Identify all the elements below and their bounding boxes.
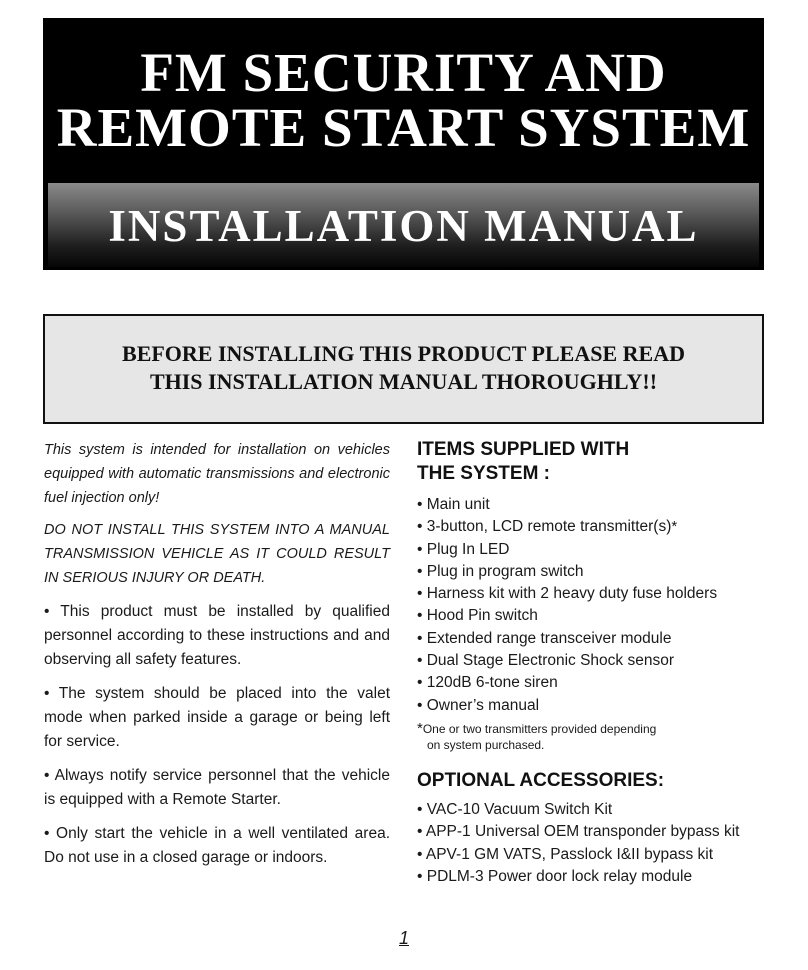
safety-bullet: • The system should be placed into the valet mode when parked inside a garage or being left for service. xyxy=(44,685,390,750)
safety-bullet: • Only start the vehicle in a well ventilated area. Do not use in a closed garage or indoors. xyxy=(44,825,390,866)
title-line-1: FM SECURITY AND xyxy=(140,42,667,103)
left-column xyxy=(44,438,390,880)
list-item: • VAC-10 Vacuum Switch Kit xyxy=(417,800,613,818)
warning-line-2: THIS INSTALLATION MANUAL THOROUGHLY!! xyxy=(149,369,658,394)
safety-bullet: • This product must be installed by qualified personnel according to these instructions and and observing all safety features. xyxy=(44,603,390,668)
list-item: • Owner’s manual xyxy=(417,696,540,714)
list-item: • 3-button, LCD remote transmitter(s)* xyxy=(417,518,678,536)
list-item: • 120dB 6-tone siren xyxy=(417,674,558,692)
title-banner xyxy=(43,18,764,270)
list-item: • APV-1 GM VATS, Passlock I&II bypass kit xyxy=(417,845,714,863)
list-item: • Dual Stage Electronic Shock sensor xyxy=(417,652,674,670)
caution-paragraph: DO NOT INSTALL THIS SYSTEM INTO A MANUAL TRANSMISSION VEHICLE AS IT COULD RESULT IN SERIOUS INJURY OR DEATH. xyxy=(44,522,390,586)
items-heading-line-1: ITEMS SUPPLIED WITH xyxy=(417,439,630,460)
list-item: • APP-1 Universal OEM transponder bypass kit xyxy=(417,823,740,841)
right-column xyxy=(417,438,772,889)
list-item: • PDLM-3 Power door lock relay module xyxy=(417,868,693,886)
list-item: • Extended range transceiver module xyxy=(417,629,672,647)
warning-line-1: BEFORE INSTALLING THIS PRODUCT PLEASE READ xyxy=(122,341,685,366)
optional-heading: OPTIONAL ACCESSORIES: xyxy=(417,769,665,791)
optional-list xyxy=(417,799,772,889)
document-title xyxy=(44,42,763,158)
document-subtitle: INSTALLATION MANUAL xyxy=(108,201,699,251)
list-item: • Main unit xyxy=(417,496,490,513)
items-heading xyxy=(417,438,772,486)
list-item: • Plug in program switch xyxy=(417,562,584,580)
items-list xyxy=(417,494,772,717)
items-heading-line-2: THE SYSTEM : xyxy=(417,463,551,484)
page-number: 1 xyxy=(398,928,409,948)
asterisk-mark: * xyxy=(671,518,678,536)
list-item: • Hood Pin switch xyxy=(417,607,538,625)
title-line-2: REMOTE START SYSTEM xyxy=(56,97,751,158)
warning-box xyxy=(43,314,764,424)
transmitter-footnote: *One or two transmitters provided depending on system purchased. xyxy=(417,719,657,752)
footnote-asterisk: * xyxy=(417,719,423,737)
list-item: • Harness kit with 2 heavy duty fuse holders xyxy=(417,585,718,603)
subtitle-band xyxy=(48,183,759,267)
list-item: • Plug In LED xyxy=(417,540,510,558)
intro-paragraph: This system is intended for installation on vehicles equipped with automatic transmissions and electronic fuel injection only! xyxy=(44,442,390,506)
safety-bullet: • Always notify service personnel that the vehicle is equipped with a Remote Starter. xyxy=(44,767,390,808)
